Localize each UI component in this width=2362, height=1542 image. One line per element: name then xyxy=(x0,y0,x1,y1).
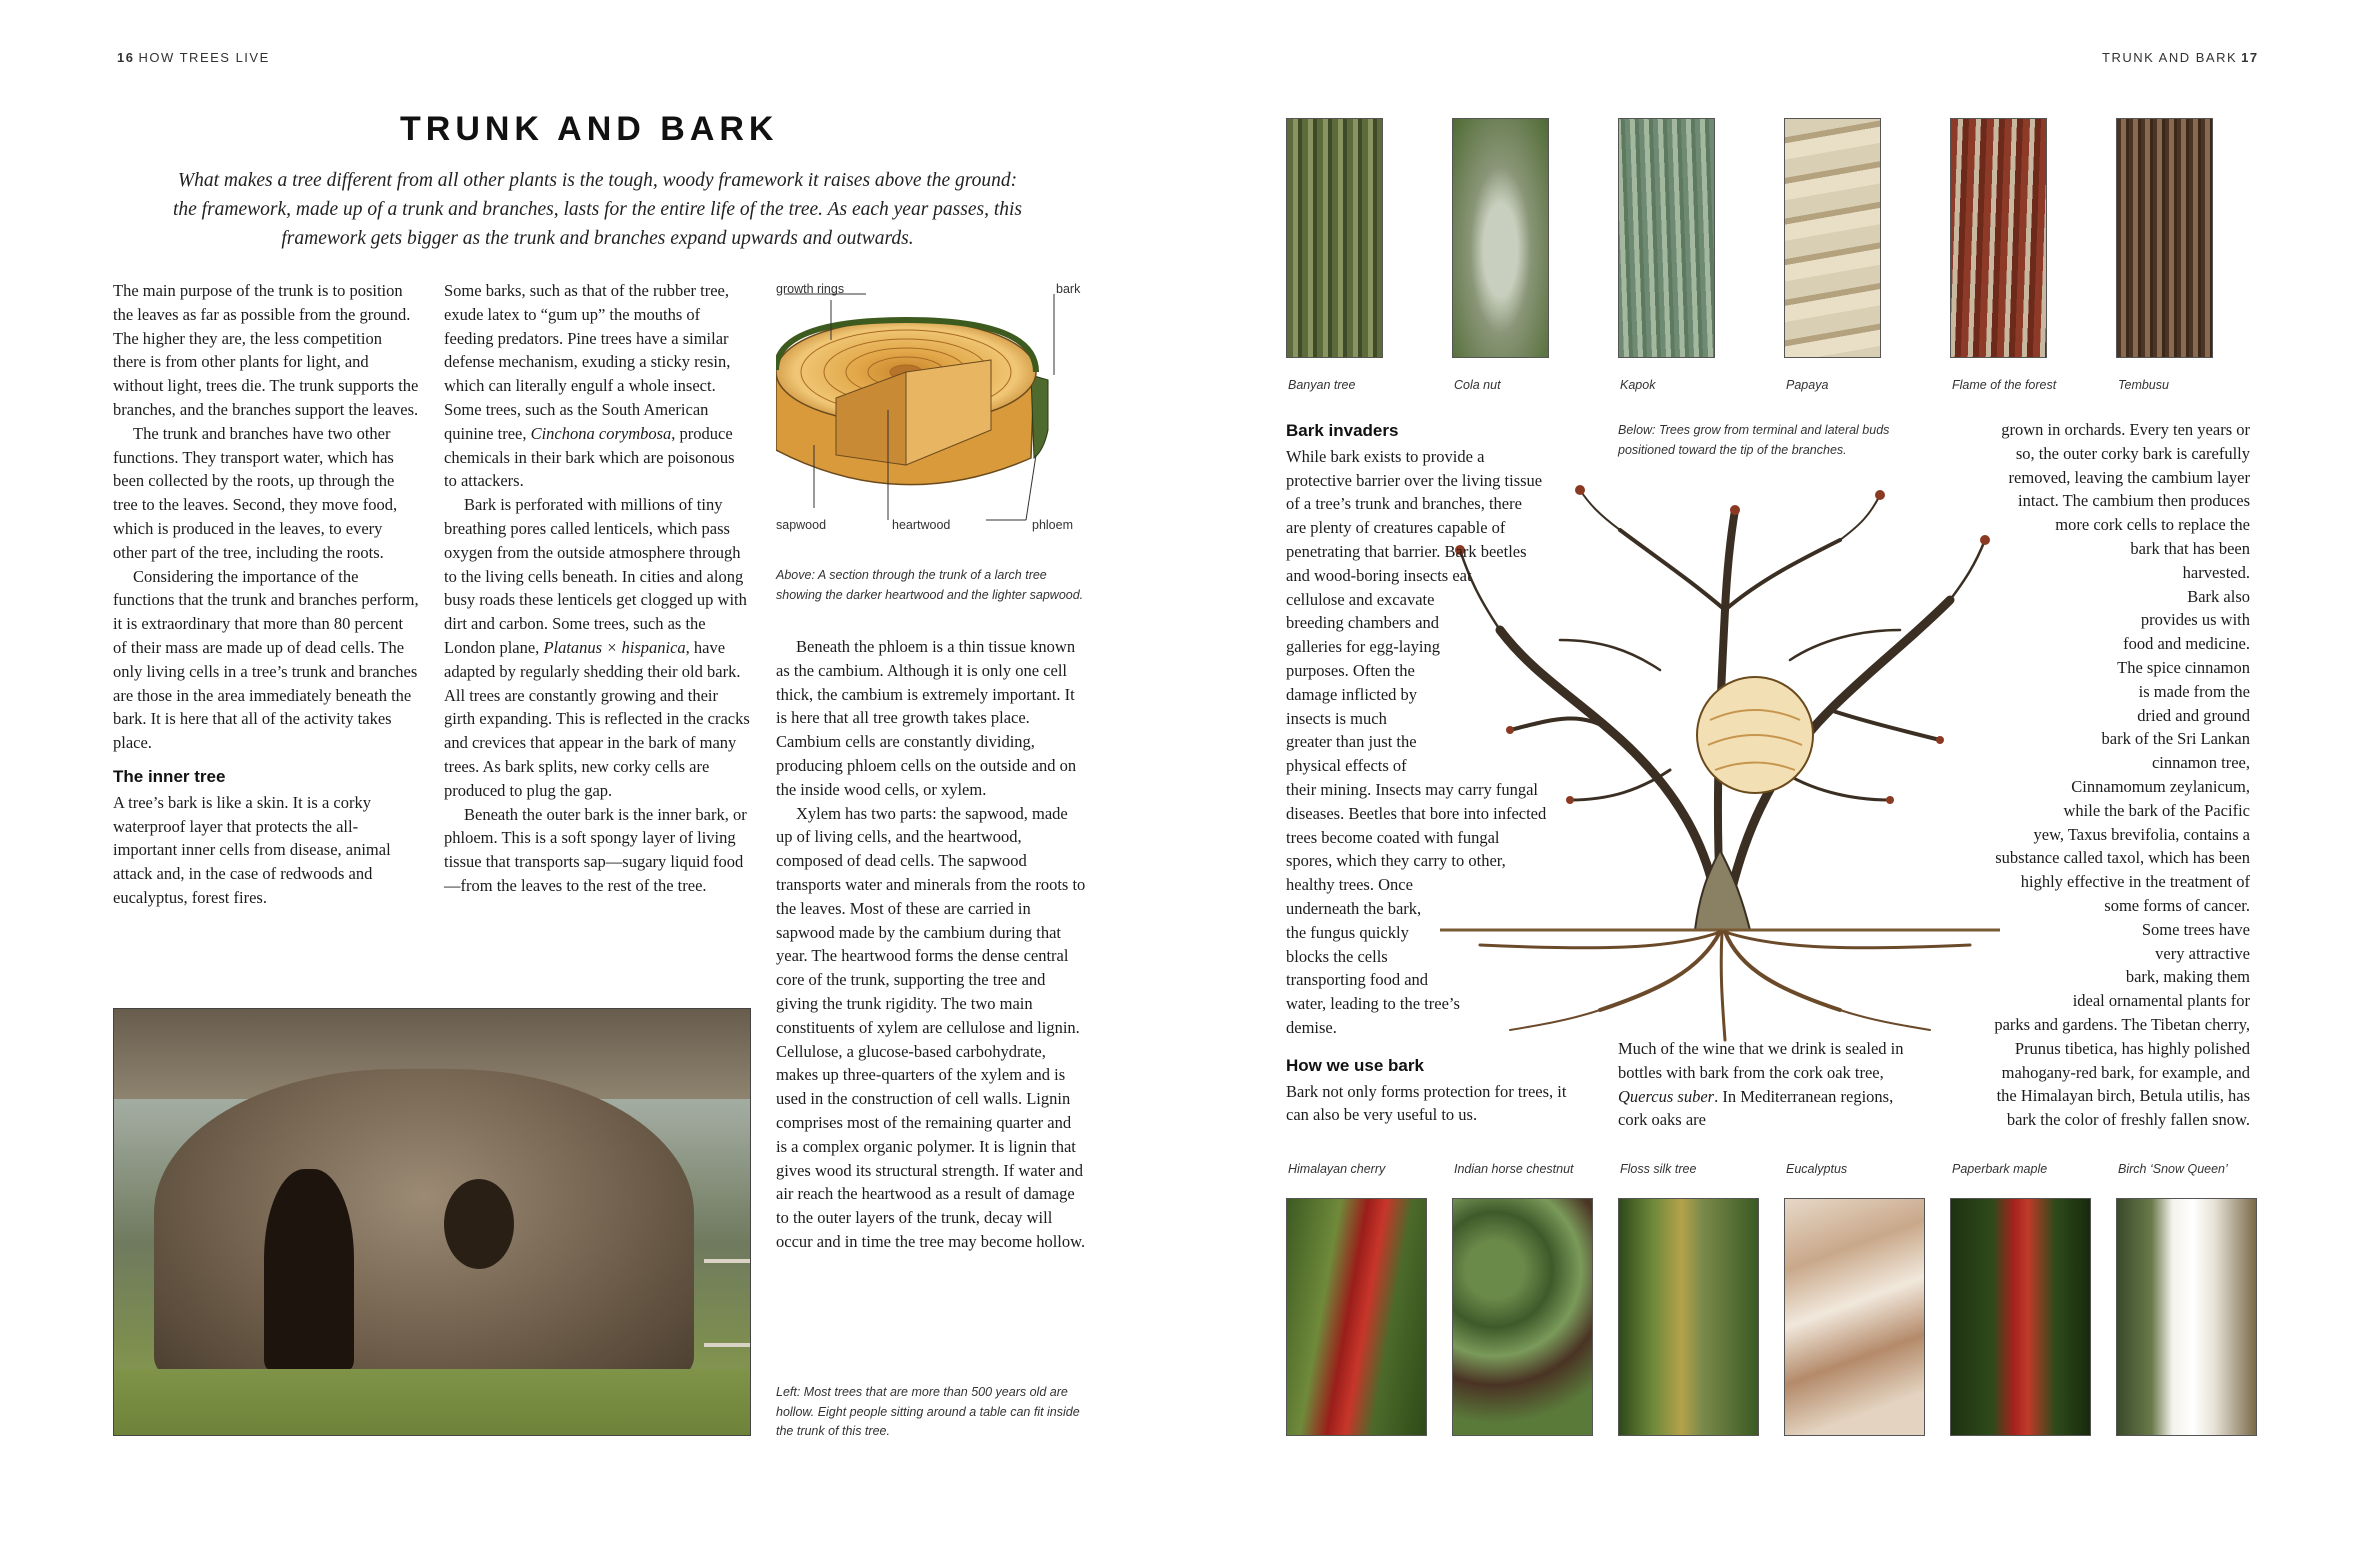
swatch-kapok xyxy=(1618,118,1715,358)
text-line: Some trees have xyxy=(2141,919,2250,939)
diagram-caption: Above: A section through the trunk of a larch tree showing the darker heartwood and the lighter sapwood. xyxy=(776,568,1084,602)
text-line: bark that has been xyxy=(2130,538,2250,558)
trunk-shape xyxy=(154,1069,694,1389)
text-line: demise. xyxy=(1286,1017,1337,1037)
text-line: Prunus tibetica, has highly polished xyxy=(2014,1038,2250,1058)
page-title: TRUNK AND BARK xyxy=(400,110,779,148)
text-line: purposes. Often the xyxy=(1286,660,1415,680)
col2-paragraph-2: Bark is perforated with millions of tiny breathing pores called lenticels, which pass oxygen from the outside atmosphere through to the living cells beneath. In cities and along busy roads these lenticels get clogged up with dirt and carbon. Some trees, such as the London plane, Platanus × hispanica, have adapted by regularly shedding their old bark. All trees are constantly growing and their girth expanding. This is reflected in the cracks and crevices that appear in the bark of many trees. As bark splits, new corky cells are produced to plug the gap. xyxy=(444,495,750,800)
hollow-tree-photo xyxy=(113,1008,751,1436)
swatch-indian-horse-chestnut xyxy=(1452,1198,1593,1436)
label-tembusu: Tembusu xyxy=(2118,378,2169,392)
text-line: diseases. Beetles that bore into infected xyxy=(1286,803,1547,823)
intro-paragraph: What makes a tree different from all other plants is the tough, woody framework it raises above the ground: the framework, made up of a trunk and branches, lasts for the entire life of the tree. As each year passes, this framework gets bigger as the trunk and branches expand upwards and outwards. xyxy=(172,170,1023,249)
swatch-paperbark-maple xyxy=(1950,1198,2091,1436)
label-papaya: Papaya xyxy=(1786,378,1829,392)
column-2 xyxy=(444,279,750,898)
text-line: yew, Taxus brevifolia, contains a xyxy=(2033,824,2250,844)
text-line: transporting food and xyxy=(1286,970,1429,990)
text-line: protective barrier over the living tissue xyxy=(1286,470,1543,490)
swatch-eucalyptus xyxy=(1784,1198,1925,1436)
swatch-cola-nut xyxy=(1452,118,1549,358)
label-heartwood: heartwood xyxy=(892,518,951,532)
label-cola-nut: Cola nut xyxy=(1454,378,1501,392)
text-line: cellulose and excavate xyxy=(1286,589,1435,609)
text-line: of a tree’s trunk and branches, there xyxy=(1286,494,1522,514)
species-platanus: Platanus × hispanica xyxy=(543,637,686,657)
swatch-banyan-tree xyxy=(1286,118,1383,358)
text-line: breeding chambers and xyxy=(1286,613,1440,633)
heading-how-we-use-bark: How we use bark xyxy=(1286,1055,1424,1075)
label-growth-rings: growth rings xyxy=(776,282,845,296)
wine-paragraph: Much of the wine that we drink is sealed in bottles with bark from the cork oak tree, Quercus suber. In Mediterranean regions, cork oaks are xyxy=(1618,1039,1904,1130)
col1-paragraph-2: The trunk and branches have two other functions. They transport water, which has been collected by the roots, up through the tree to the leaves. Second, they move food, which is produced in the leaves, to every other part of the tree, including the roots. xyxy=(113,423,398,562)
tree-caption: Below: Trees grow from terminal and lateral buds positioned toward the tip of the branches. xyxy=(1618,423,1890,457)
label-floss-silk-tree: Floss silk tree xyxy=(1620,1162,1697,1176)
left-page-number: 16 xyxy=(117,50,135,65)
right-folio xyxy=(2102,50,2263,65)
text-line: their mining. Insects may carry fungal xyxy=(1286,779,1539,799)
text-line: bark the color of freshly fallen snow. xyxy=(2006,1110,2250,1130)
label-indian-horse-chestnut: Indian horse chestnut xyxy=(1454,1162,1574,1176)
text-line: ideal ornamental plants for xyxy=(2072,991,2250,1011)
right-text-column xyxy=(1938,418,2250,1132)
text-line: The spice cinnamon xyxy=(2117,657,2250,677)
text-line: the Himalayan birch, Betula utilis, has xyxy=(1996,1086,2250,1106)
text-line: penetrating that barrier. Bark beetles xyxy=(1286,541,1527,561)
column-1 xyxy=(113,279,419,910)
right-running-head: TRUNK AND BARK xyxy=(2102,50,2238,65)
col2-paragraph-3: Beneath the outer bark is the inner bark, or phloem. This is a soft spongy layer of living tissue that transports sap—sugary liquid food—from the leaves to the rest of the tree. xyxy=(444,804,747,895)
text-line: grown in orchards. Every ten years or xyxy=(2001,420,2250,439)
text-line: some forms of cancer. xyxy=(2104,895,2250,915)
label-paperbark-maple: Paperbark maple xyxy=(1952,1162,2048,1176)
trunk-section-illustration xyxy=(776,280,1086,540)
col1-paragraph-1: The main purpose of the trunk is to position the leaves as far as possible from the ground. The higher they are, the less competition there is from other plants for light, and without light, trees die. The trunk supports the branches, and the branches support the leaves. xyxy=(113,281,419,419)
label-sapwood: sapwood xyxy=(776,518,827,532)
label-flame-of-the-forest: Flame of the forest xyxy=(1952,378,2057,392)
text-line: trees become coated with fungal xyxy=(1286,827,1500,847)
text-line: spores, which they carry to other, xyxy=(1286,851,1506,871)
col2-paragraph-1: Some barks, such as that of the rubber tree, exude latex to “gum up” the mouths of feeding predators. Pine trees have a similar defense mechanism, exuding a sticky resin, which can literally engulf a whole insect. Some trees, such as the South American quinine tree, Cinchona corymbosa, produce chemicals in their bark which are poisonous to attackers. xyxy=(444,281,735,491)
text-line: so, the outer corky bark is carefully xyxy=(2015,443,2250,463)
species-quercus-suber: Quercus suber xyxy=(1618,1086,1715,1106)
label-banyan-tree: Banyan tree xyxy=(1288,378,1356,392)
swatch-papaya xyxy=(1784,118,1881,358)
text-line: mahogany-red bark, for example, and xyxy=(2001,1062,2250,1082)
label-bark: bark xyxy=(1056,282,1081,296)
text-line: provides us with xyxy=(2140,610,2250,630)
column-3 xyxy=(776,635,1086,1254)
swatch-flame-of-the-forest xyxy=(1950,118,2047,358)
text-line: parks and gardens. The Tibetan cherry, xyxy=(1994,1014,2250,1034)
bark-invaders-text xyxy=(1286,445,1616,1040)
text-line: Cinnamomum zeylanicum, xyxy=(2071,776,2250,796)
label-eucalyptus: Eucalyptus xyxy=(1786,1162,1848,1176)
text-line: dried and ground xyxy=(2137,705,2250,725)
label-phloem: phloem xyxy=(1032,518,1073,532)
text-line: intact. The cambium then produces xyxy=(2018,491,2250,511)
text-line: bark, making them xyxy=(2125,967,2250,987)
col3-paragraph-2: Xylem has two parts: the sapwood, made up of living cells, and the heartwood, composed of dead cells. The sapwood transports water and minerals from the roots to the leaves. Most of these are carried in sapwood made by the cambium during that year. The heartwood forms the dense central core of the trunk, supporting the tree and giving the trunk rigidity. The two main constituents of xylem are cellulose and lignin. Cellulose, a glucose-based carbohydrate, makes up three-quarters of the xylem and is used in the construction of cell walls. Lignin comprises most of the remaining quarter and is a complex organic polymer. It is lignin that gives wood its structural strength. If water and air reach the heartwood as a result of damage to the outer layers of the trunk, decay will occur and in time the tree may become hollow. xyxy=(776,803,1086,1251)
text-line: removed, leaving the cambium layer xyxy=(2008,467,2250,487)
swatch-himalayan-cherry xyxy=(1286,1198,1427,1436)
bark-invaders-section xyxy=(1286,419,1616,1127)
text-line: are plenty of creatures capable of xyxy=(1286,518,1506,538)
text-line: physical effects of xyxy=(1286,756,1407,776)
col3-paragraph-1: Beneath the phloem is a thin tissue known as the cambium. Although it is only one cell thick, the cambium is extremely important. It is here that all tree growth takes place. Cambium cells are constantly dividing, producing phloem cells on the outside and on the inside wood cells, or xylem. xyxy=(776,637,1077,799)
col1-paragraph-4: A tree’s bark is like a skin. It is a corky waterproof layer that protects the all-important inner cells from disease, animal attack and, in the case of redwoods and eucalyptus, forest fires. xyxy=(113,792,391,907)
text-line: Bark also xyxy=(2187,586,2250,606)
swatch-floss-silk-tree xyxy=(1618,1198,1759,1436)
text-line: while the bark of the Pacific xyxy=(2063,800,2250,820)
right-column-text xyxy=(1938,418,2250,1132)
text-line: highly effective in the treatment of xyxy=(2020,872,2250,892)
heading-inner-tree: The inner tree xyxy=(113,766,226,786)
text-line: healthy trees. Once xyxy=(1286,875,1413,895)
hollow-opening-2 xyxy=(444,1179,514,1269)
left-folio xyxy=(113,50,270,65)
swatch-tembusu xyxy=(2116,118,2213,358)
label-birch-snow-queen: Birch ‘Snow Queen’ xyxy=(2118,1162,2228,1176)
text-line: galleries for egg-laying xyxy=(1286,637,1440,657)
label-kapok: Kapok xyxy=(1620,378,1656,392)
text-line: underneath the bark, xyxy=(1286,898,1422,918)
how-we-use-bark-text: Bark not only forms protection for trees, it can also be very useful to us. xyxy=(1286,1081,1567,1125)
text-line: harvested. xyxy=(2182,562,2250,582)
left-running-head: HOW TREES LIVE xyxy=(138,50,270,65)
heading-bark-invaders: Bark invaders xyxy=(1286,421,1399,440)
trunk-section-diagram xyxy=(776,280,1086,540)
text-line: food and medicine. xyxy=(2123,634,2250,654)
label-himalayan-cherry: Himalayan cherry xyxy=(1288,1162,1386,1176)
text-line: insects is much xyxy=(1286,708,1387,728)
text-line: bark of the Sri Lankan xyxy=(2101,729,2250,749)
text-line: more cork cells to replace the xyxy=(2055,515,2250,535)
text-line: and wood-boring insects eat xyxy=(1286,565,1472,585)
hollow-tree-caption: Left: Most trees that are more than 500 years old are hollow. Eight people sitting around a table can fit inside the trunk of this tree. xyxy=(776,1385,1080,1438)
species-cinchona: Cinchona corymbosa xyxy=(530,423,672,443)
text-line: substance called taxol, which has been xyxy=(1995,848,2250,868)
hollow-opening xyxy=(264,1169,354,1369)
text-line: is made from the xyxy=(2138,681,2250,701)
text-line: very attractive xyxy=(2155,943,2250,963)
text-line: greater than just the xyxy=(1286,732,1417,752)
text-line: water, leading to the tree’s xyxy=(1286,994,1460,1014)
col1-paragraph-3: Considering the importance of the functions that the trunk and branches perform, it is extraordinary that more than 80 percent of their mass are made up of dead cells. The only living cells in a tree’s trunk and branches are those in the area immediately beneath the bark. It is here that all of the activity takes place. xyxy=(113,566,419,753)
text-line: While bark exists to provide a xyxy=(1286,446,1485,466)
text-line: damage inflicted by xyxy=(1286,684,1418,704)
text-line: the fungus quickly xyxy=(1286,922,1409,942)
swatch-birch-snow-queen xyxy=(2116,1198,2257,1436)
text-line: cinnamon tree, xyxy=(2151,753,2250,773)
text-line: blocks the cells xyxy=(1286,946,1388,966)
right-page-number: 17 xyxy=(2241,50,2259,65)
